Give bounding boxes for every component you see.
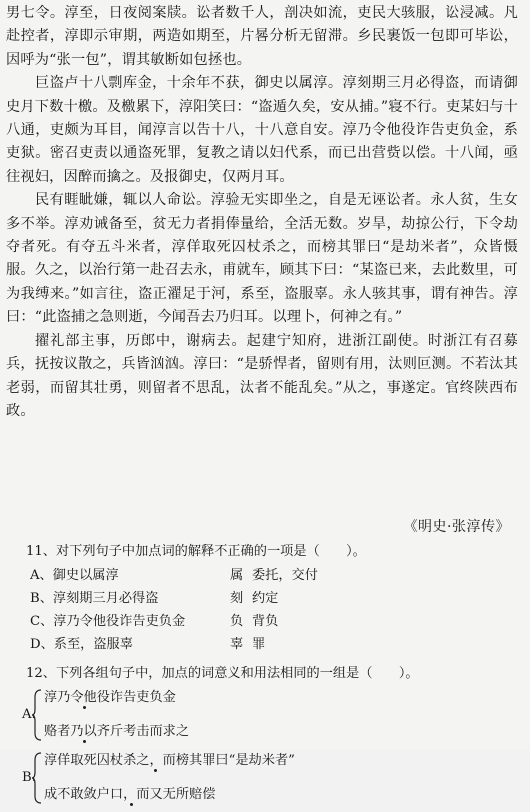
brace-icon: [32, 752, 42, 804]
question-11-option-a: [26, 564, 516, 587]
emphasis-dot: [83, 706, 86, 709]
option-key-word: 辜: [230, 637, 244, 652]
question-11-option-c: [26, 610, 516, 633]
group-label: B.: [22, 770, 36, 785]
passage-paragraph-1: 男七令。淳至，日夜阅案牍。讼者数千人，剖决如流，吏民大骇服，讼浸减。凡赴控者，淳即示审期，两造如期至，片晷分析无留滞。乡民裹饭一包即可毕讼，因呼为“张一包”，谓其敏断如包拯也。: [6, 5, 518, 68]
option-key-word: 刻: [230, 591, 244, 606]
question-11-option-b: [26, 587, 516, 610]
option-meaning: 罪: [252, 637, 266, 652]
option-sentence: A、御史以属淳: [30, 568, 119, 583]
group-line-2: 赂者乃以齐斤考击而求之: [44, 724, 190, 739]
option-meaning: 约定: [252, 591, 279, 606]
group-label: A.: [22, 707, 36, 722]
brace-icon: [32, 689, 42, 741]
option-sentence: B、淳刻期三月必得盗: [30, 591, 159, 606]
emphasis-dot: [130, 803, 133, 806]
option-key-word: 负: [230, 614, 244, 629]
group-line-1: 淳佯取死囚杖杀之，而榜其罪曰“是劫米者”: [44, 753, 295, 768]
option-meaning: 委托，交付: [252, 568, 318, 583]
question-11-stem: 11、对下列句子中加点词的解释不正确的一项是（ ）。: [26, 544, 366, 559]
group-line-1: 淳乃令他役诈告吏负金: [44, 690, 176, 705]
passage-paragraph-2: 巨盗卢十八剽库金，十余年不获，御史以属淳。淳刻期三月必得盗，而请御史月下数十檄。及檄累下，淳阳笑曰：“盗遁久矣，安从捕。”寝不行。吏某妇与十八通，吏颇为耳目，闻淳言以告十八，十八意自安。淳乃令他役诈告吏负金，系吏狱。密召吏责以通盗死罪，复教之请以妇代系，而已出营赀以偿。十八闻，亟往视妇，因醉而擒之。及报御史，仅两月耳。: [6, 75, 518, 185]
classical-chinese-passage: [6, 2, 518, 423]
questions-section: [22, 540, 516, 812]
emphasis-dot: [83, 740, 86, 743]
option-sentence: C、淳乃令他役诈告吏负金: [30, 614, 186, 629]
option-meaning: 背负: [252, 614, 279, 629]
passage-source: 《明史·张淳传》: [403, 519, 510, 535]
option-sentence: D、系至，盗服辜: [30, 637, 133, 652]
passage-paragraph-3: 民有睚眦嫌，辄以人命讼。淳验无实即坐之，自是无诬讼者。永人贫，生女多不举。淳劝诫备至，贫无力者捐俸量给，全活无数。岁旱，劫掠公行，下令劫夺者死。有夺五斗米者，淳佯取死囚杖杀之，而榜其罪曰“是劫米者”，众皆慑服。久之，以治行第一赴召去永，甫就车，顾其下曰：“某盗已来，去此数里，可为我缚来。”如言往，盗正濯足于河，系至，盗服辜。永人骇其事，谓有神告。淳曰：“此盗捕之急则逝，今闻吾去乃归耳。以理卜，何神之有。”: [6, 192, 518, 326]
question-12-group-a: [22, 686, 516, 749]
group-line-2: 成不敢敛户口，而又无所赔偿: [44, 787, 216, 802]
option-key-word: 属: [230, 568, 244, 583]
question-11-option-d: [26, 633, 516, 656]
passage-paragraph-4: 擢礼部主事，历郎中，谢病去。起建宁知府，进浙江副使。时浙江有召募兵，抚按议散之，兵皆汹汹。淳曰：“是骄悍者，留则有用，汰则叵测。不若汰其老弱，而留其壮勇，则留者不思乱，汰者不能乱矣。”从之，事遂定。官终陕西布政。: [6, 332, 518, 419]
question-12-stem: 12、下列各组句子中，加点的词意义和用法相同的一组是（ ）。: [26, 666, 419, 681]
question-12-group-b: [22, 749, 516, 812]
emphasis-dot: [154, 769, 157, 772]
